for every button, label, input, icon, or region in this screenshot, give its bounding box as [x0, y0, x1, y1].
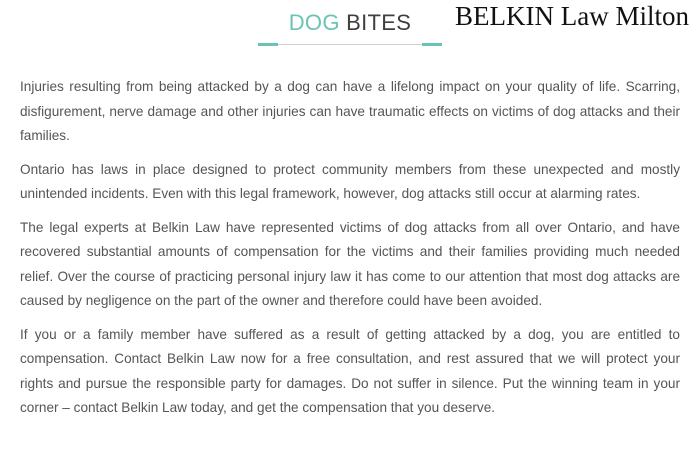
article-body	[20, 75, 680, 430]
title-rest-word: BITES	[346, 10, 412, 35]
paragraph-ontario-laws: Ontario has laws in place designed to protect community members from these unexpected and mostly unintended incidents. Even with this legal framework, however, dog attacks still occur at alarming rates.	[20, 161, 680, 201]
section-heading	[258, 6, 442, 48]
title-underline	[262, 44, 438, 45]
title-accent-word: DOG	[288, 10, 340, 35]
title-underline-accent-right	[422, 43, 442, 46]
paragraph-legal-experts: The legal experts at Belkin Law have represented victims of dog attacks from all over Ontario, and have recovered substantial amounts of compensation for the victims and their families providing much needed relief. Over the course of practicing personal injury law it has come to our attention that most dog attacks are caused by negligence on the part of the owner and therefore could have been avoided.	[20, 219, 680, 308]
paragraph-injuries: Injuries resulting from being attacked by a dog can have a lifelong impact on your quality of life. Scarring, disfigurement, nerve damage and other injuries can have traumatic effects on victims of dog attacks and their families.	[20, 79, 680, 143]
paragraph-compensation: If you or a family member have suffered as a result of getting attacked by a dog, you are entitled to compensation. Contact Belkin Law now for a free consultation, and rest assured that we will protect your rights and pursue the responsible party for damages. Do not suffer in silence. Put the winning team in your corner – contact Belkin Law today, and get the compensation that you deserve.	[20, 326, 680, 415]
page-title	[258, 10, 442, 36]
title-underline-accent-left	[258, 43, 278, 46]
watermark-logo: BELKIN Law Milton	[455, 1, 689, 31]
